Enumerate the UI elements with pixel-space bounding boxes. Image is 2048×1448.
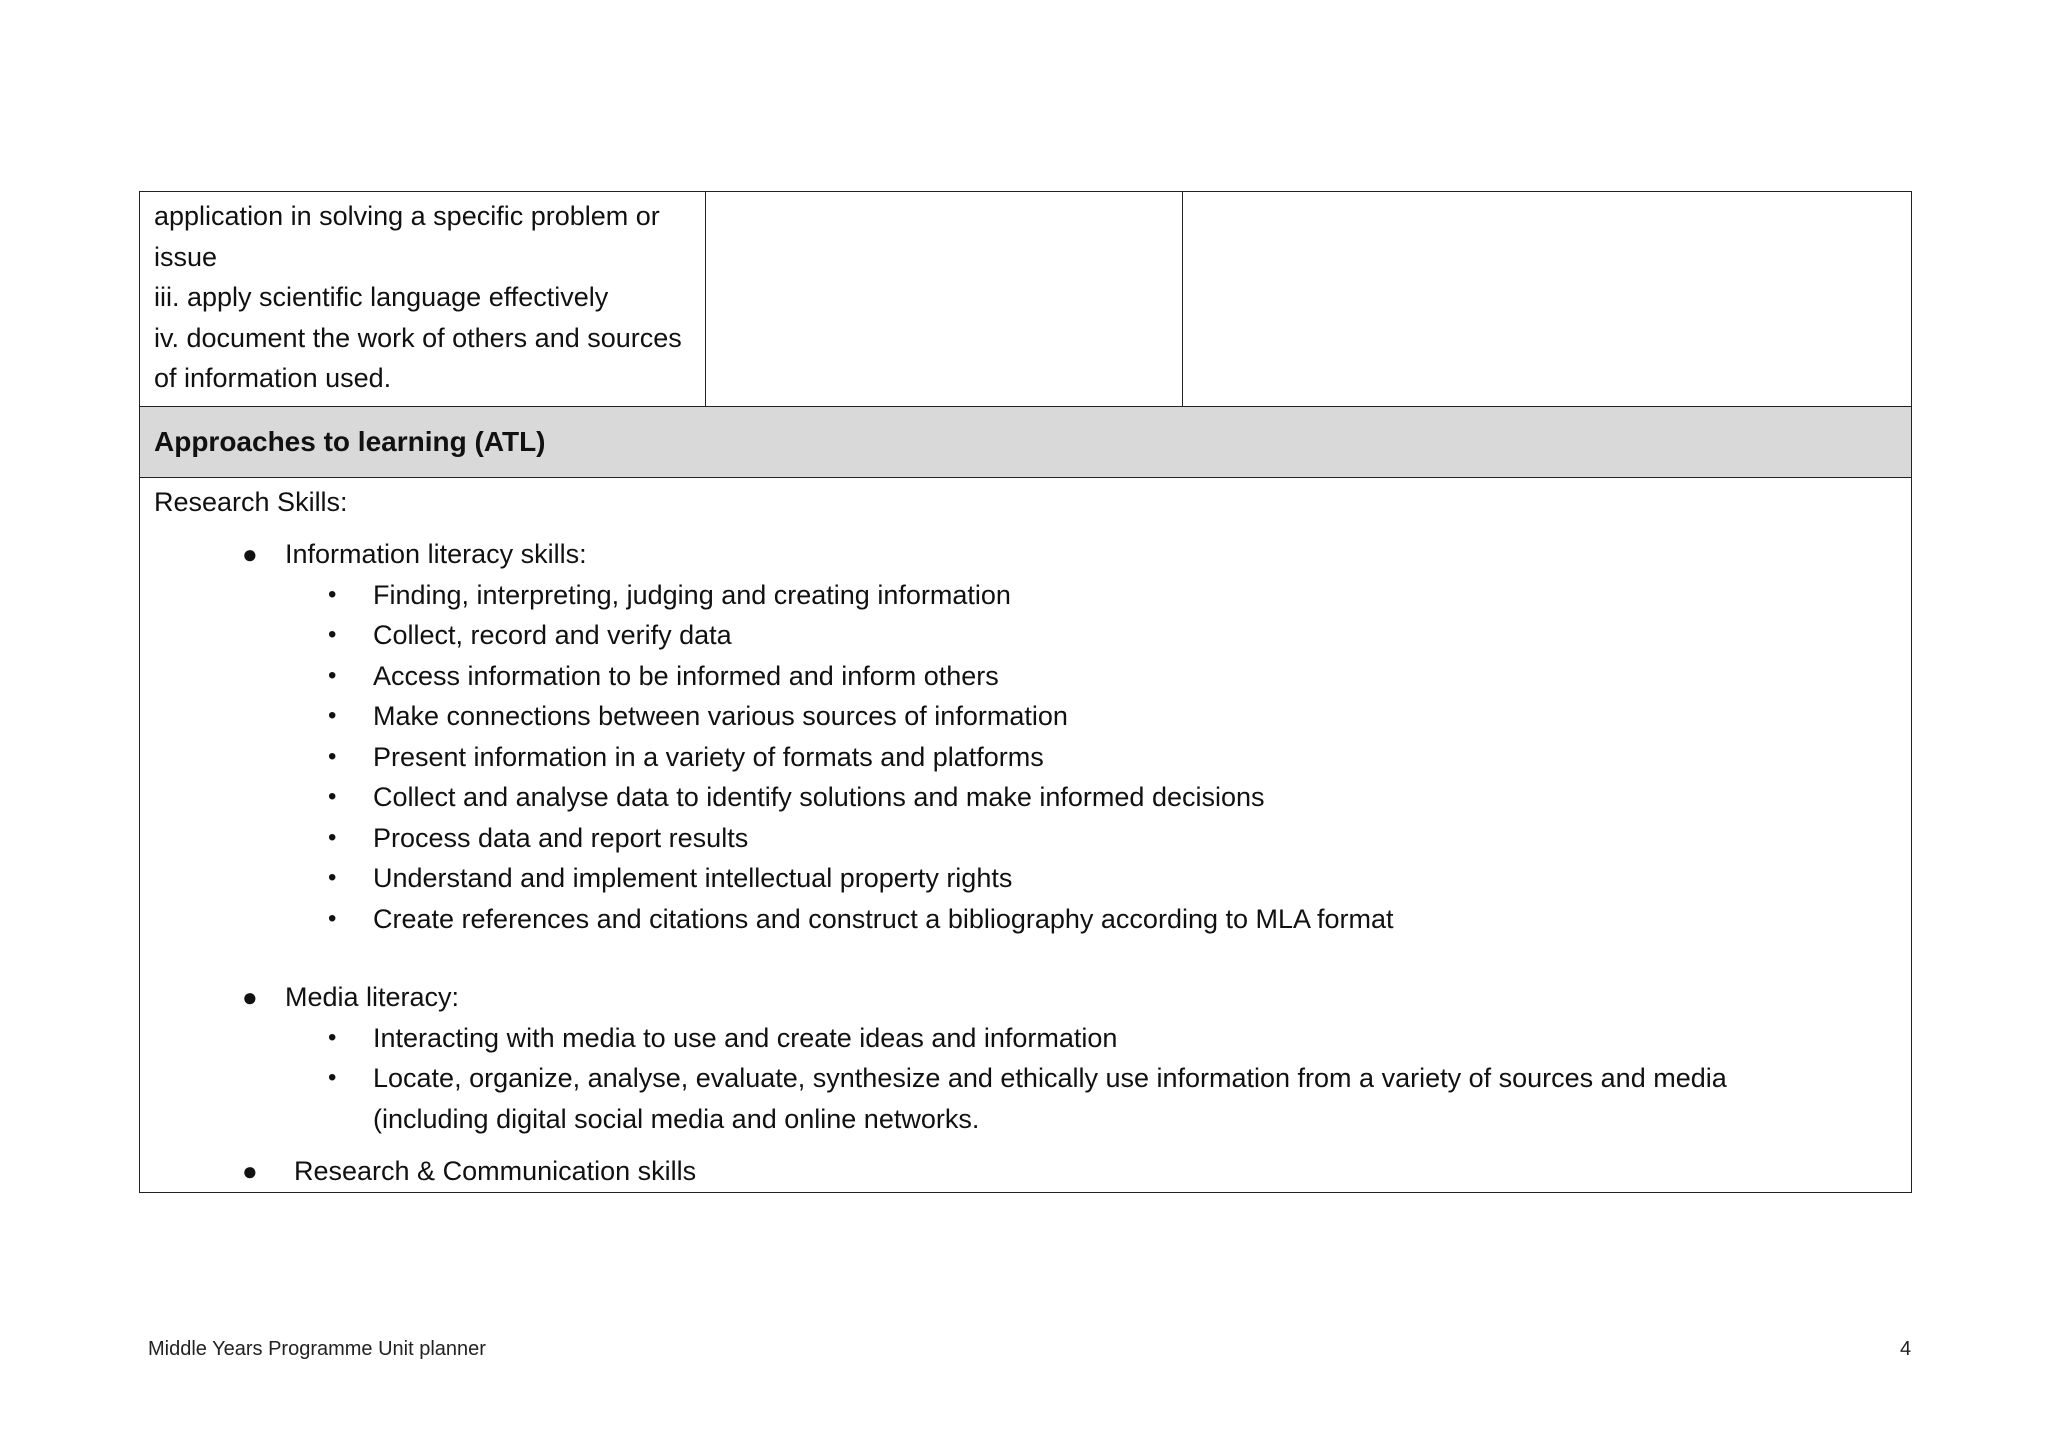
skill-group-list [140, 534, 1911, 1192]
list-item: • Process data and report results [140, 818, 1911, 859]
list-item: • Make connections between various sources of information [140, 696, 1911, 737]
list-item: • Create references and citations and construct a bibliography according to MLA format [140, 899, 1911, 940]
bullet-icon: • [328, 1023, 337, 1051]
bullet-icon: • [328, 1064, 337, 1091]
criteria-row [140, 192, 1912, 407]
skill-group-research-communication [140, 1151, 1911, 1192]
footer-title: Middle Years Programme Unit planner [148, 1338, 486, 1360]
skill-group-label: Information literacy skills: [285, 539, 587, 569]
skill-group-media-literacy [140, 977, 1911, 1139]
list-item: • Collect and analyse data to identify solutions and make informed decisions [140, 777, 1911, 818]
atl-body-row [140, 478, 1912, 1193]
skill-group-label: Research & Communication skills [294, 1156, 697, 1186]
bullet-icon: • [328, 742, 337, 770]
bullet-icon: • [328, 864, 337, 891]
bullet-icon: • [328, 580, 337, 608]
unit-planner-table [139, 191, 1912, 1193]
skill-sub-list [140, 1018, 1911, 1140]
atl-header-cell [140, 407, 1912, 478]
atl-header-row [140, 407, 1912, 478]
skill-group-label: Media literacy: [285, 982, 460, 1012]
list-item: • Present information in a variety of formats and platforms [140, 737, 1911, 778]
bullet-icon: • [328, 702, 337, 729]
bullet-icon: • [328, 904, 337, 932]
bullet-icon: ● [242, 982, 258, 1012]
page-number: 4 [1900, 1338, 1912, 1360]
empty-cell-right [1183, 192, 1912, 407]
list-item: • Finding, interpreting, judging and creating information [140, 575, 1911, 616]
empty-cell-middle [706, 192, 1183, 407]
research-skills-label: Research Skills: [154, 487, 348, 517]
bullet-icon: • [328, 661, 337, 689]
bullet-icon: • [328, 823, 337, 851]
list-item: • Collect, record and verify data [140, 615, 1911, 656]
criteria-text: application in solving a specific problem or issue iii. apply scientific language effectively iv. document the work of others and sources of information used. [154, 201, 682, 393]
list-item: • Access information to be informed and inform others [140, 656, 1911, 697]
list-item: • Understand and implement intellectual property rights [140, 858, 1911, 899]
bullet-icon: • [328, 783, 337, 810]
list-item: • Locate, organize, analyse, evaluate, synthesize and ethically use information from a variety of sources and media (including digital social media and online networks. [140, 1058, 1911, 1139]
criteria-cell [140, 192, 706, 407]
skill-sub-list [140, 575, 1911, 940]
bullet-icon: • [328, 621, 337, 648]
bullet-icon: ● [242, 539, 258, 569]
skill-group-information-literacy [140, 534, 1911, 939]
atl-body-cell [140, 478, 1912, 1193]
bullet-icon: ● [242, 1156, 258, 1186]
atl-heading: Approaches to learning (ATL) [154, 426, 546, 457]
list-item: • Interacting with media to use and create ideas and information [140, 1018, 1911, 1059]
